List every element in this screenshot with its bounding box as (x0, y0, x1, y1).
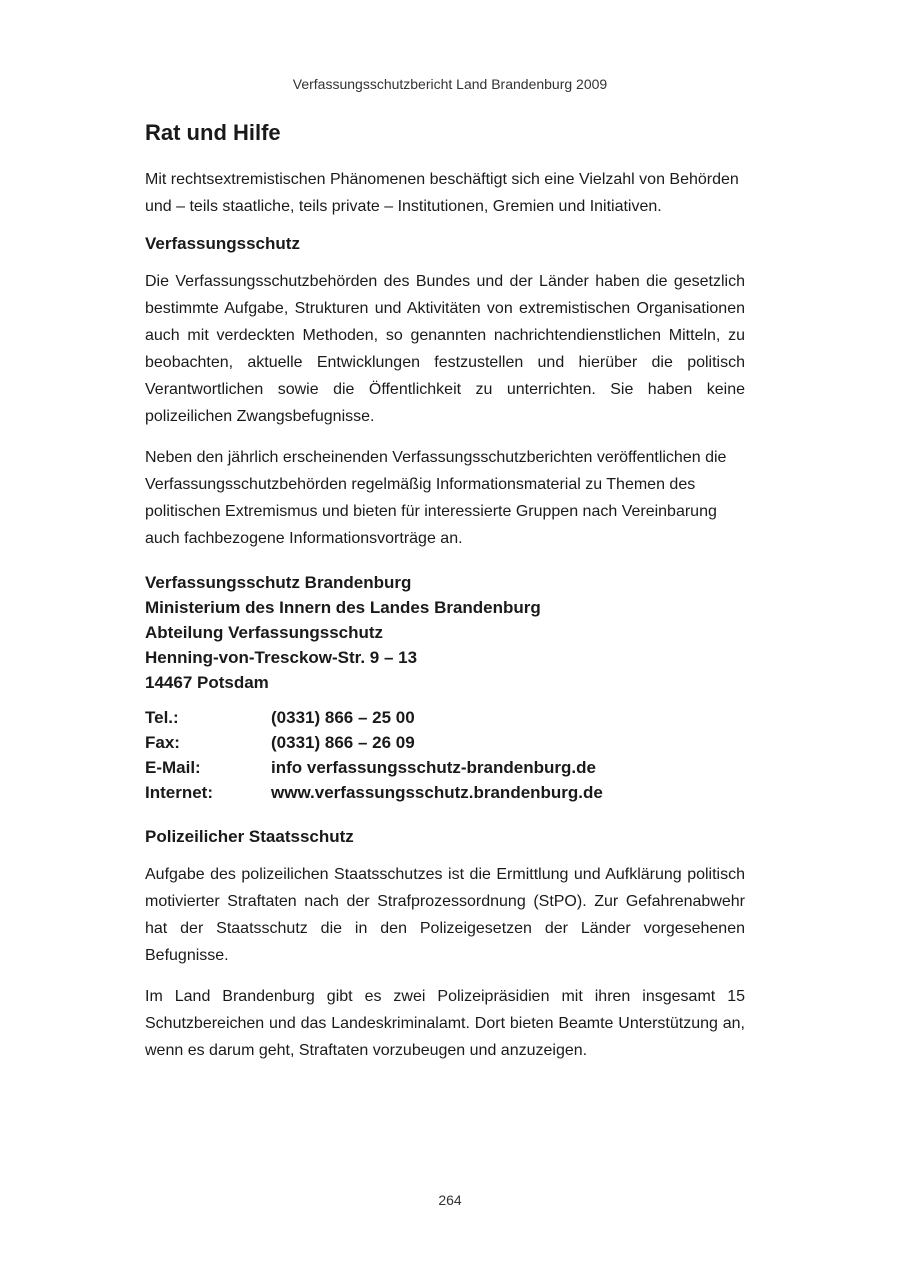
contact-org: Verfassungsschutz Brandenburg (145, 573, 412, 592)
contact-row-tel (145, 705, 603, 730)
internet-label: Internet: (145, 783, 213, 802)
page-number: 264 (438, 1192, 462, 1208)
staatsschutz-paragraph-1: Aufgabe des polizeilichen Staatsschutzes ist die Ermittlung und Aufklärung politisch motivierter Straftaten nach der Strafprozessordnung (StPO). Zur Gefahrenabwehr hat der Staatsschutz die in den Polizeigesetzen der Länder vorgesehenen Befugnisse. (145, 866, 745, 964)
contact-address-block (145, 570, 745, 695)
contact-row-email (145, 755, 603, 780)
email-label: E-Mail: (145, 758, 201, 777)
staatsschutz-paragraph-2: Im Land Brandenburg gibt es zwei Polizeipräsidien mit ihren insgesamt 15 Schutzbereichen und das Landeskriminalamt. Dort bieten Beamte Unterstützung an, wenn es darum geht, Straftaten vorzubeugen und anzuzeigen. (145, 988, 745, 1059)
staatsschutz-section (145, 827, 745, 1064)
contact-row-fax (145, 730, 603, 755)
contact-department: Abteilung Verfassungsschutz (145, 623, 384, 642)
running-header: Verfassungsschutzbericht Land Brandenburg 2009 (292, 76, 608, 92)
contact-street: Henning-von-Tresckow-Str. 9 – 13 (145, 648, 418, 667)
verfassungsschutz-paragraph-2: Neben den jährlich erscheinenden Verfassungsschutzberichten veröffentlichen die Verfassungsschutzbehörden regelmäßig Informationsmaterial zu Themen des politischen Extremismus und bieten für interessierte Gruppen nach Vereinbarung auch fachbezogene Informationsvorträge an. (145, 449, 727, 547)
fax-label: Fax: (145, 733, 180, 752)
verfassungsschutz-heading: Verfassungsschutz (145, 234, 300, 253)
contact-city: 14467 Potsdam (145, 673, 269, 692)
tel-label: Tel.: (145, 708, 179, 727)
email-value: info verfassungsschutz-brandenburg.de (271, 758, 596, 777)
section-title: Rat und Hilfe (145, 120, 281, 145)
intro-paragraph: Mit rechtsextremistischen Phänomenen beschäftigt sich eine Vielzahl von Behörden und – teils staatliche, teils private – Institutionen, Gremien und Initiativen. (145, 171, 739, 215)
verfassungsschutz-paragraph-1: Die Verfassungsschutzbehörden des Bundes und der Länder haben die gesetzlich bestimmte Aufgabe, Strukturen und Aktivitäten von extremistischen Organisationen auch mit verdeckten Methoden, so genannten nachrichtendienstlichen Mitteln, zu beobachten, aktuelle Entwicklungen festzustellen und hierüber die politisch Verantwortlichen sowie die Öffentlichkeit zu unterrichten. Sie haben keine polizeilichen Zwangsbefugnisse. (145, 273, 745, 425)
staatsschutz-heading: Polizeilicher Staatsschutz (145, 827, 354, 846)
contact-row-internet (145, 780, 603, 805)
internet-value: www.verfassungsschutz.brandenburg.de (271, 783, 603, 802)
tel-value: (0331) 866 – 25 00 (271, 708, 415, 727)
fax-value: (0331) 866 – 26 09 (271, 733, 415, 752)
contact-ministry: Ministerium des Innern des Landes Brandenburg (145, 598, 541, 617)
page-content (145, 120, 745, 1078)
contact-details-table (145, 705, 603, 805)
